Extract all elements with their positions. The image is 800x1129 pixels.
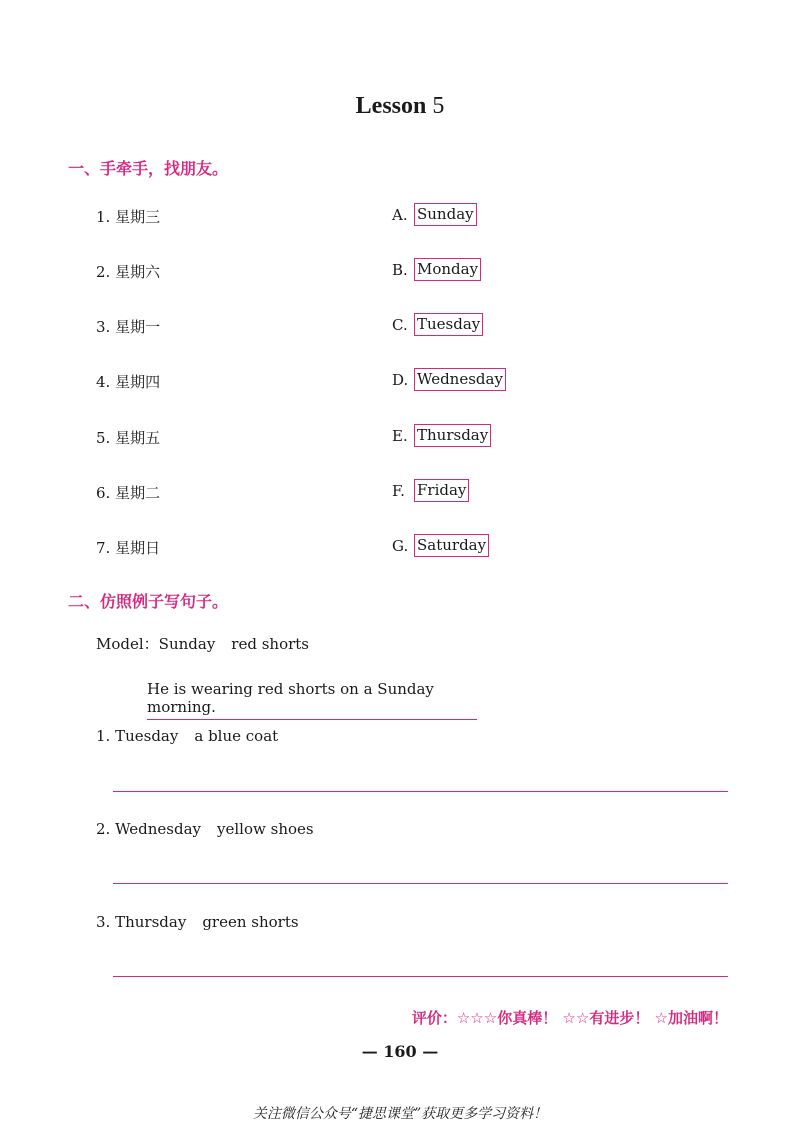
match-row xyxy=(0,424,800,450)
match-left-item: 5. 星期五 xyxy=(96,429,161,447)
match-right-item: E. Thursday xyxy=(392,424,491,447)
model-day: Sunday xyxy=(158,635,216,653)
match-left-item: 1. 星期三 xyxy=(96,208,161,226)
prompt-item: 3. Thursday green shorts xyxy=(96,913,299,931)
page-number: — 160 — xyxy=(361,1042,439,1061)
match-left-item: 4. 星期四 xyxy=(96,373,161,391)
match-left-item: 2. 星期六 xyxy=(96,263,161,281)
word-box: Friday xyxy=(414,479,469,502)
title-lesson: Lesson xyxy=(355,93,427,119)
model-line xyxy=(96,633,309,654)
word-box: Wednesday xyxy=(414,368,506,391)
page-title xyxy=(0,93,800,120)
match-row xyxy=(0,313,800,339)
word-box: Monday xyxy=(414,258,481,281)
match-row xyxy=(0,534,800,560)
match-right-item: B. Monday xyxy=(392,258,481,281)
section1-heading: 一、手牵手，找朋友。 xyxy=(68,159,229,178)
match-left-item: 3. 星期一 xyxy=(96,318,161,336)
model-answer: He is wearing red shorts on a Sunday morning. xyxy=(147,680,477,720)
match-row xyxy=(0,203,800,229)
model-label: Model： xyxy=(96,635,159,653)
match-row xyxy=(0,258,800,284)
match-right-item: D. Wednesday xyxy=(392,368,506,391)
match-right-item: G. Saturday xyxy=(392,534,489,557)
prompt-item: 1. Tuesday a blue coat xyxy=(96,727,279,745)
answer-line[interactable] xyxy=(113,791,728,792)
prompt-item: 2. Wednesday yellow shoes xyxy=(96,820,314,838)
match-left-item: 6. 星期二 xyxy=(96,484,161,502)
word-box: Saturday xyxy=(414,534,489,557)
title-number: 5 xyxy=(426,93,445,119)
section2-heading: 二、仿照例子写句子。 xyxy=(68,592,229,611)
footer-note: 关注微信公众号“捷思课堂”获取更多学习资料！ xyxy=(252,1106,548,1122)
match-right-item: C. Tuesday xyxy=(392,313,483,336)
match-left-item: 7. 星期日 xyxy=(96,539,161,557)
match-right-item: A. Sunday xyxy=(392,203,477,226)
word-box: Tuesday xyxy=(414,313,483,336)
model-item: red shorts xyxy=(231,635,309,653)
answer-line[interactable] xyxy=(113,976,728,977)
match-row xyxy=(0,479,800,505)
match-right-item: F. Friday xyxy=(392,479,469,502)
word-box: Sunday xyxy=(414,203,477,226)
answer-line[interactable] xyxy=(113,883,728,884)
match-row xyxy=(0,368,800,394)
word-box: Thursday xyxy=(414,424,491,447)
rating-text: 评价：☆☆☆你真棒！ ☆☆有进步！ ☆加油啊！ xyxy=(411,1009,728,1027)
